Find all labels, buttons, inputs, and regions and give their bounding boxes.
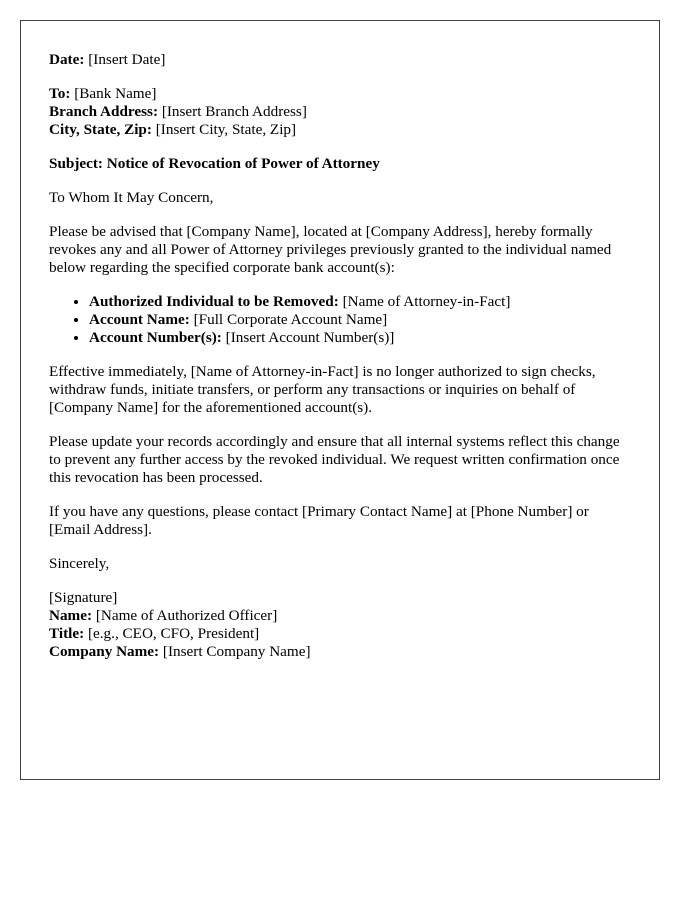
branch-value: [Insert Branch Address]	[161, 103, 307, 120]
salutation: To Whom It May Concern,	[49, 189, 214, 206]
city-value: [Insert City, State, Zip]	[155, 121, 297, 138]
list-item	[89, 329, 631, 347]
bullet-value: [Full Corporate Account Name]	[193, 311, 388, 328]
title-value: [e.g., CEO, CFO, President]	[87, 625, 260, 642]
update-paragraph: Please update your records accordingly and ensure that all internal systems reflect this change to prevent any further access by the revoked individual. We request written confirmation once this revocation has been processed.	[49, 433, 620, 486]
intro-paragraph: Please be advised that [Company Name], located at [Company Address], hereby formally revokes any and all Power of Attorney privileges previously granted to the individual named below regarding the specified corporate bank account(s):	[49, 223, 612, 276]
company-value: [Insert Company Name]	[162, 643, 311, 660]
account-details-list	[49, 293, 631, 347]
to-label: To:	[49, 85, 71, 102]
date-label: Date:	[49, 51, 85, 68]
contact-paragraph: If you have any questions, please contact [Primary Contact Name] at [Phone Number] or [Email Address].	[49, 503, 589, 538]
signature-block	[49, 589, 631, 661]
effective-paragraph: Effective immediately, [Name of Attorney-in-Fact] is no longer authorized to sign checks, withdraw funds, initiate transfers, or perform any transactions or inquiries on behalf of [Company Name] for the aforementioned account(s).	[49, 363, 596, 416]
bullet-label: Authorized Individual to be Removed:	[89, 293, 339, 310]
officer-name-line	[49, 607, 631, 625]
to-line	[49, 85, 631, 103]
officer-title-line	[49, 625, 631, 643]
bullet-value: [Insert Account Number(s)]	[225, 329, 395, 346]
branch-line	[49, 103, 631, 121]
signature-line: [Signature]	[49, 589, 118, 606]
bullet-label: Account Name:	[89, 311, 190, 328]
name-value: [Name of Authorized Officer]	[95, 607, 278, 624]
date-value: [Insert Date]	[88, 51, 166, 68]
list-item	[89, 293, 631, 311]
bullet-value: [Name of Attorney-in-Fact]	[342, 293, 511, 310]
title-label: Title:	[49, 625, 85, 642]
list-item	[89, 311, 631, 329]
closing: Sincerely,	[49, 555, 110, 572]
company-label: Company Name:	[49, 643, 160, 660]
bullet-label: Account Number(s):	[89, 329, 222, 346]
date-block	[49, 51, 631, 69]
recipient-block	[49, 85, 631, 139]
company-name-line	[49, 643, 631, 661]
subject-text: Subject: Notice of Revocation of Power of Attorney	[49, 155, 380, 172]
subject-line	[49, 155, 631, 173]
city-label: City, State, Zip:	[49, 121, 152, 138]
name-label: Name:	[49, 607, 93, 624]
branch-label: Branch Address:	[49, 103, 159, 120]
date-line	[49, 51, 631, 69]
letter-page	[20, 20, 660, 780]
city-line	[49, 121, 631, 139]
to-value: [Bank Name]	[74, 85, 157, 102]
